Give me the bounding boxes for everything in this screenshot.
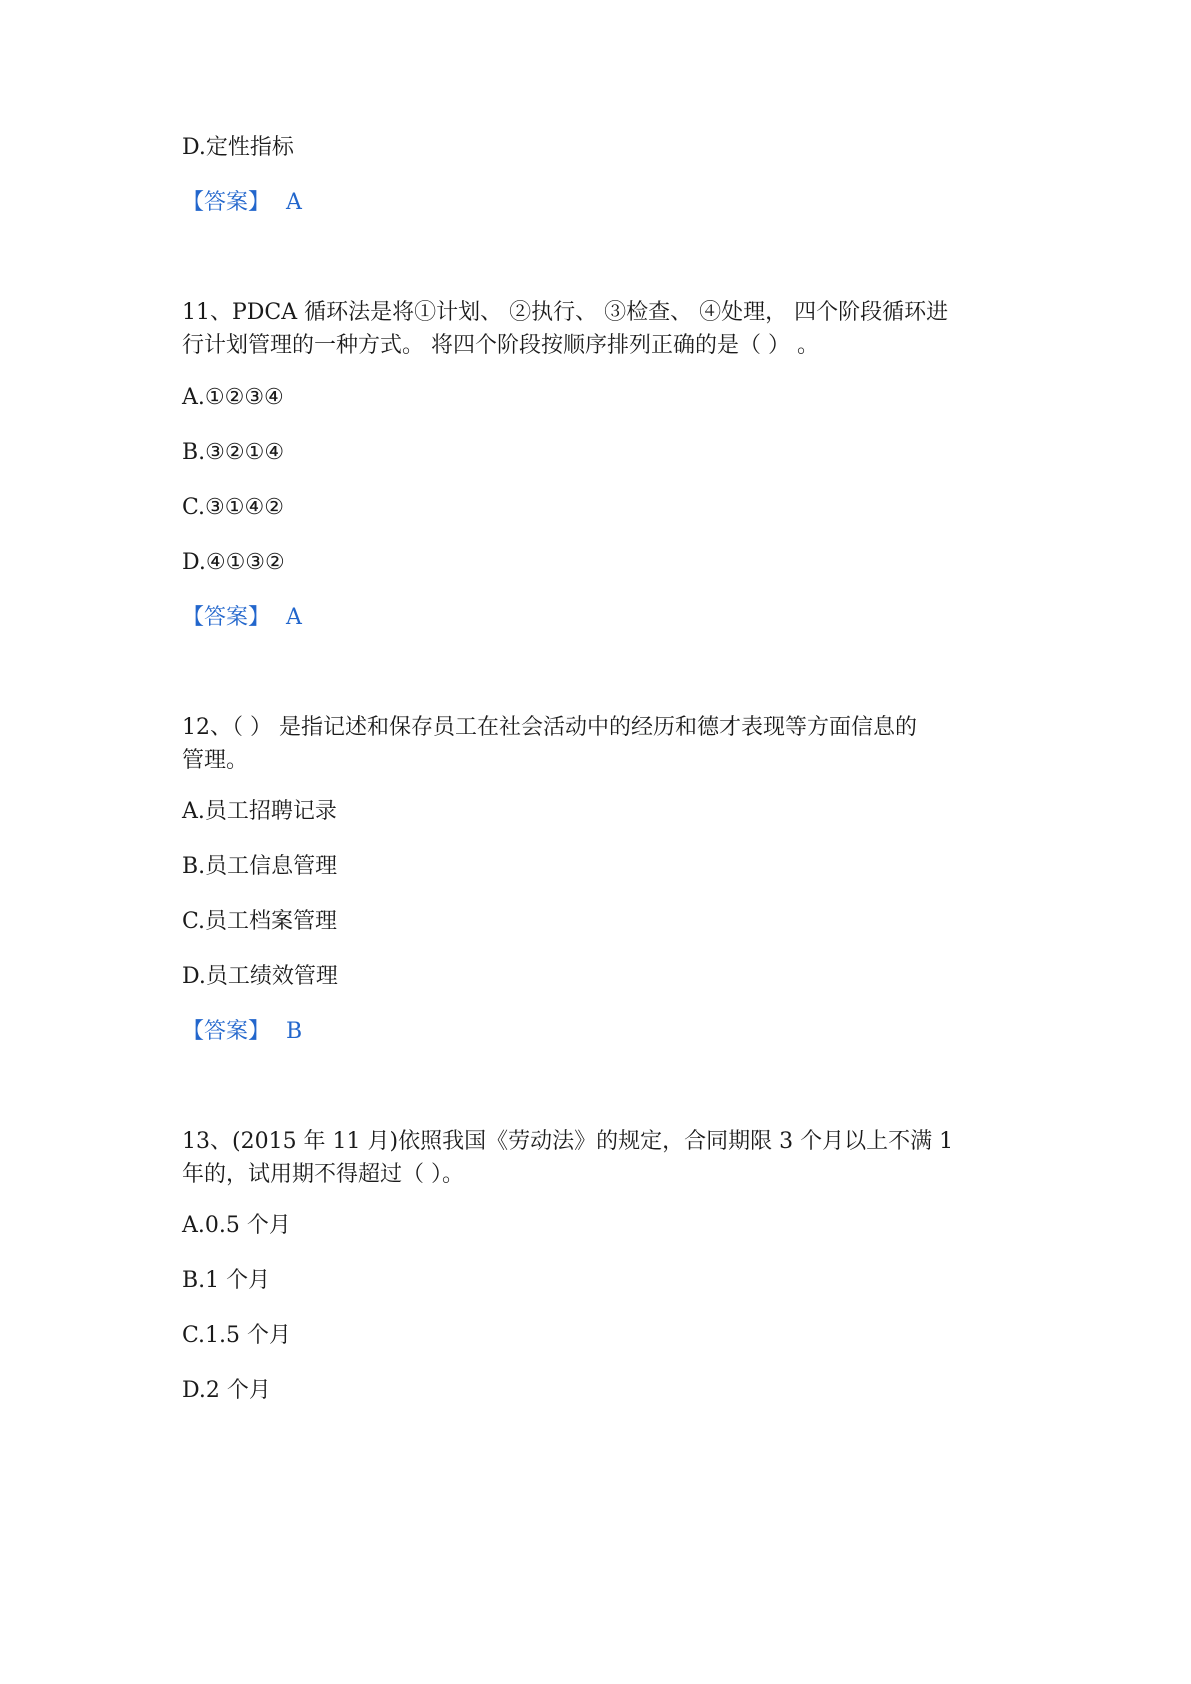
question-13-option-d: D.2 个月 xyxy=(182,1378,271,1403)
question-13-stem xyxy=(182,1125,1022,1191)
question-13-option-b: B.1 个月 xyxy=(182,1268,271,1293)
question-12-option-c: C.员工档案管理 xyxy=(182,909,338,934)
answer-value: A xyxy=(286,605,302,630)
stem-line: 13、(2015 年 11 月)依照我国《劳动法》的规定，合同期限 3 个月以上不满 1 xyxy=(182,1129,954,1154)
question-13-option-c: C.1.5 个月 xyxy=(182,1323,292,1348)
answer-value: B xyxy=(286,1019,303,1044)
answer-label: 【答案】 xyxy=(182,605,271,630)
stem-line: 管理。 xyxy=(182,748,249,773)
answer-value: A xyxy=(286,190,302,215)
question-12-option-b: B.员工信息管理 xyxy=(182,854,338,879)
question-13-option-a: A.0.5 个月 xyxy=(182,1213,291,1238)
answer-label: 【答案】 xyxy=(182,190,271,215)
question-12-option-d: D.员工绩效管理 xyxy=(182,964,338,989)
question-12-option-a: A.员工招聘记录 xyxy=(182,799,337,824)
question-11-stem xyxy=(182,296,1022,362)
question-12-answer xyxy=(182,1016,302,1048)
prev-answer xyxy=(182,187,302,219)
question-11-answer xyxy=(182,602,302,634)
stem-line: 11、PDCA 循环法是将①计划、 ②执行、 ③检查、 ④处理， 四个阶段循环进 xyxy=(182,300,949,325)
question-12-stem xyxy=(182,711,1022,777)
stem-line: 行计划管理的一种方式。 将四个阶段按顺序排列正确的是（ ） 。 xyxy=(182,333,819,358)
question-11-option-a: A.①②③④ xyxy=(182,385,284,410)
stem-line: 12、（ ） 是指记述和保存员工在社会活动中的经历和德才表现等方面信息的 xyxy=(182,715,917,740)
prev-option-d: D.定性指标 xyxy=(182,135,294,160)
stem-line: 年的，试用期不得超过（ ）。 xyxy=(182,1162,464,1187)
question-11-option-b: B.③②①④ xyxy=(182,440,285,465)
answer-label: 【答案】 xyxy=(182,1019,271,1044)
question-11-option-d: D.④①③② xyxy=(182,550,285,575)
question-11-option-c: C.③①④② xyxy=(182,495,284,520)
